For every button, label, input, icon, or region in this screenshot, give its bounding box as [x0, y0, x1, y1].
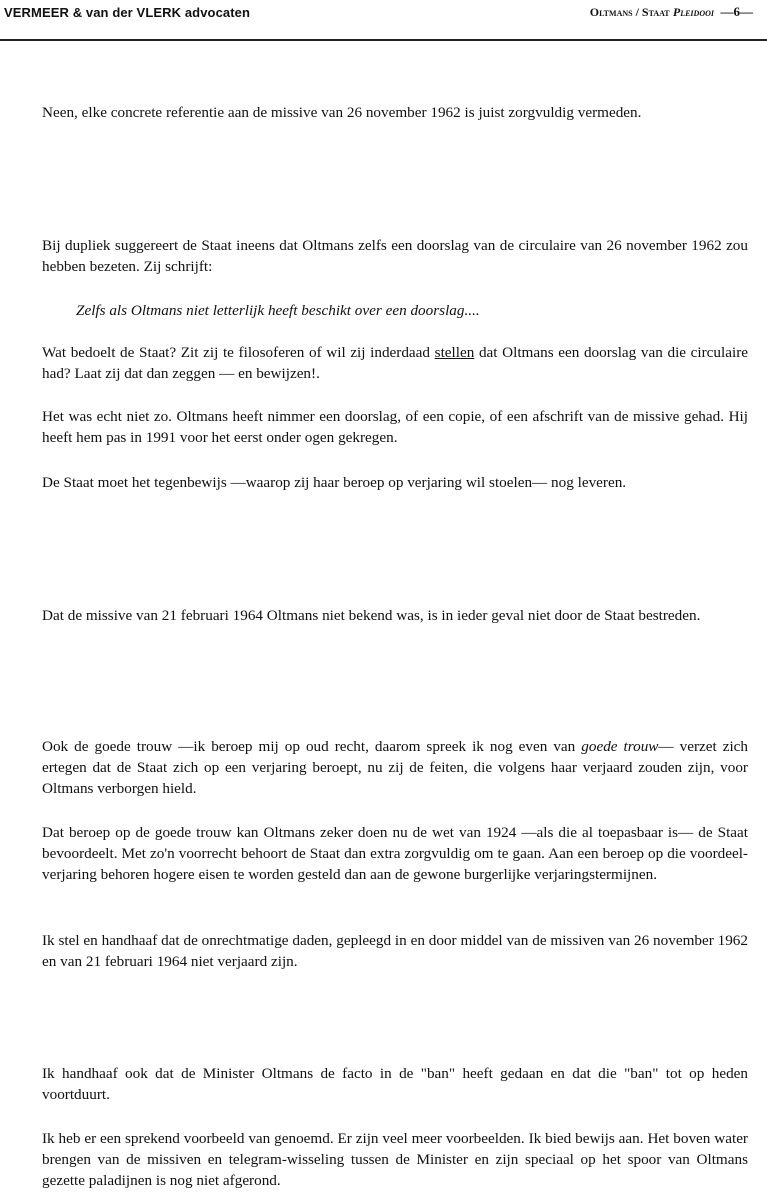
firm-name: VERMEER & van der VLERK advocaten: [4, 5, 251, 20]
paragraph-9: Ik stel en handhaaf dat de onrechtmatige daden, gepleegd in en door middel van de missiven van 26 november 1962 en van 21 februari 1964 niet verjaard zijn.: [42, 932, 748, 970]
quotation: Zelfs als Oltmans niet letterlijk heeft beschikt over een doorslag....: [76, 302, 480, 319]
paragraph-8: Dat beroep op de goede trouw kan Oltmans zeker doen nu de wet van 1924 —als die al toepasbaar is— de Staat bevoordeelt. Met zo'n voorrecht behoort de Staat dan extra zorgvuldig om te gaan. Aan een beroep op die voordeel-verjaring behoren hogere eisen te worden gesteld dan aan de gewone burgerlijke verjaringstermijnen.: [42, 824, 748, 883]
paragraph-3-part-2: dat Oltmans een doorslag van die circulaire had? Laat zij dat dan zeggen — en bewijzen!.: [42, 344, 748, 382]
paragraph-5: De Staat moet het tegenbewijs —waarop zij haar beroep op verjaring wil stoelen— nog leveren.: [42, 474, 627, 491]
case-title: Oltmans / Staat: [589, 5, 670, 19]
header-rule: [0, 39, 767, 41]
document-type: Pleidooi: [672, 5, 714, 19]
paragraph-6: Dat de missive van 21 februari 1964 Oltmans niet bekend was, is in ieder geval niet door de Staat bestreden.: [42, 607, 701, 624]
paragraph-11: Ik heb er een sprekend voorbeeld van genoemd. Er zijn veel meer voorbeelden. Ik bied bewijs aan. Het boven water brengen van de missiven en telegram-wisseling tussen de Minister en zijn speciaal op het spoor van Oltmans gezette paladijnen is nog niet afgerond.: [42, 1130, 748, 1189]
paragraph-3-part-1: Wat bedoelt de Staat? Zit zij te filosoferen of wil zij inderdaad: [42, 344, 435, 361]
underlined-word: stellen: [434, 344, 475, 361]
paragraph-3: [42, 342, 748, 384]
paragraph-1: Neen, elke concrete referentie aan de missive van 26 november 1962 is juist zorgvuldig vermeden.: [42, 104, 642, 121]
paragraph-7-part-1: Ook de goede trouw —ik beroep mij op oud recht, daarom spreek ik nog even van: [42, 738, 582, 755]
paragraph-10: Ik handhaaf ook dat de Minister Oltmans de facto in de "ban" heeft gedaan en dat die "ban" tot op heden voortduurt.: [42, 1065, 748, 1103]
paragraph-7: [42, 736, 748, 799]
paragraph-4: Het was echt niet zo. Oltmans heeft nimmer een doorslag, of een copie, of een afschrift van de missive gehad. Hij heeft hem pas in 1991 voor het eerst onder ogen gekregen.: [42, 408, 748, 446]
paragraph-2: Bij dupliek suggereert de Staat ineens dat Oltmans zelfs een doorslag van de circulaire van 26 november 1962 zou hebben bezeten. Zij schrijft:: [42, 237, 748, 275]
paragraph-7-part-2: — verzet zich ertegen dat de Staat zich op een verjaring beroept, nu zij de feiten, die volgens haar verjaard zouden zijn, voor Oltmans verborgen hield.: [42, 738, 749, 797]
running-title: [590, 4, 753, 20]
page-header: [0, 0, 767, 44]
page-number: —6—: [720, 4, 753, 19]
italic-phrase: goede trouw: [581, 738, 659, 755]
